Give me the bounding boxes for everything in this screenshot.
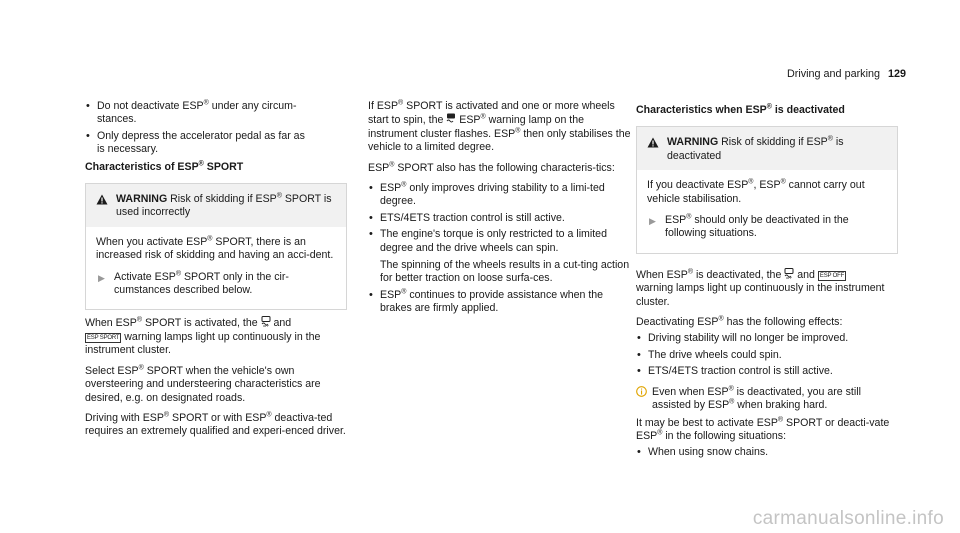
list-item: • Do not deactivate ESP® under any circum- stances. [85, 100, 347, 127]
list-item-text: The engine's torque is only restricted to a limited degree and the drive wheels can spin. [380, 228, 607, 254]
list-item: • Driving stability will no longer be improved. [636, 332, 898, 345]
info-note [636, 386, 898, 413]
paragraph-text: When ESP® SPORT is activated, the [85, 316, 258, 330]
svg-text:OFF: OFF [262, 324, 269, 328]
paragraph [85, 316, 347, 357]
warning-title: WARNING [116, 193, 168, 206]
list-item: • ETS/4ETS traction control is still active. [368, 212, 631, 225]
arrow-right-icon: ▶ [649, 216, 656, 227]
bullet-list [636, 332, 898, 378]
skid-car-off-icon [261, 316, 271, 327]
arrow-right-icon: ▶ [98, 272, 105, 283]
action-text: ESP® should only be deactivated in the following situations. [665, 213, 849, 240]
paragraph-text: If ESP® SPORT is activated and one or more wheels start to spin, the [368, 99, 615, 127]
warning-body [637, 170, 897, 253]
list-item: • ESP® only improves driving stability to a limi-ted degree. [368, 182, 631, 209]
action-step [647, 214, 887, 241]
section-heading: Characteristics when ESP® is deactivated [636, 103, 845, 116]
column-left [85, 100, 347, 446]
paragraph: ESP® SPORT also has the following characteris-tics: [368, 161, 615, 174]
paragraph [636, 268, 898, 309]
paragraph-text: and [797, 268, 815, 281]
paragraph: It may be best to activate ESP® SPORT or deacti-vate ESP® in the following situations: [636, 415, 890, 442]
note-text: Even when ESP® is deactivated, you are still assisted by ESP® when braking hard. [652, 385, 861, 412]
list-item: • When using snow chains. [636, 446, 898, 459]
esp-off-icon: ESP OFF [819, 272, 845, 279]
paragraph-text: warning lamps light up continuously in the instrument cluster. [636, 282, 885, 308]
skid-car-icon [446, 113, 456, 124]
warning-title: WARNING [667, 136, 719, 149]
watermark-logo: carmanualsonline.info [752, 507, 944, 529]
list-item: • The drive wheels could spin. [636, 349, 898, 362]
section-title: Driving and parking [786, 68, 880, 80]
paragraph-text: and [273, 317, 292, 330]
bullet-list [636, 446, 898, 459]
paragraph-text: warning lamps light up continuously in the instrument cluster. [85, 330, 321, 357]
list-item: • ESP® continues to provide assistance when the brakes are firmly applied. [368, 289, 631, 316]
list-item: • Only depress the accelerator pedal as far as is necessary. [85, 130, 347, 157]
action-text: Activate ESP® SPORT only in the cir-cumstances described below. [114, 270, 289, 297]
paragraph-text: When ESP® is deactivated, the [636, 268, 782, 281]
warning-body-text: When you activate ESP® SPORT, there is an increased risk of skidding and having an acci-dent. [96, 235, 334, 262]
warning-header [86, 184, 346, 227]
warning-body [86, 227, 346, 310]
paragraph: Deactivating ESP® has the following effects: [636, 315, 843, 329]
warning-triangle-icon [96, 193, 116, 205]
warning-box [636, 126, 898, 253]
action-step [96, 271, 336, 298]
paragraph-text: ESP® warning lamp on the instrument cluster flashes. ESP® then only stabilises the vehicle to a limited degree. [368, 113, 631, 154]
info-icon [636, 386, 652, 401]
section-heading: Characteristics of ESP® SPORT [85, 160, 244, 173]
warning-box [85, 183, 347, 310]
warning-text: Risk of skidding if ESP® is deactivated [667, 135, 844, 162]
warning-body-text: If you deactivate ESP®, ESP® cannot carry out vehicle stabilisation. [647, 178, 865, 205]
warning-triangle-icon [647, 136, 667, 148]
svg-text:OFF: OFF [786, 275, 793, 279]
list-item: • ETS/4ETS traction control is still active. [636, 365, 898, 378]
warning-text: Risk of skidding if ESP® SPORT is used incorrectly [116, 192, 332, 219]
column-middle [368, 100, 631, 319]
bullet-list [368, 182, 631, 316]
paragraph: Driving with ESP® SPORT or with ESP® deactiva-ted requires an extremely qualified and experi-enced driver. [85, 411, 346, 438]
page-header [787, 68, 906, 81]
page-number: 129 [887, 68, 906, 80]
list-item-continuation: The spinning of the wheels results in a cut-ting action for better traction on loose surfa-ces. [380, 259, 630, 285]
paragraph [368, 100, 631, 155]
esp-sport-icon: ESP SPORT [87, 334, 120, 341]
column-right [636, 100, 898, 463]
bullet-list [85, 100, 347, 157]
paragraph: Select ESP® SPORT when the vehicle's own oversteering and understeering characteristics are desired, e.g. on designated roads. [85, 364, 321, 404]
warning-header [637, 127, 897, 170]
skid-car-off-icon [784, 268, 794, 279]
list-item [368, 228, 631, 286]
